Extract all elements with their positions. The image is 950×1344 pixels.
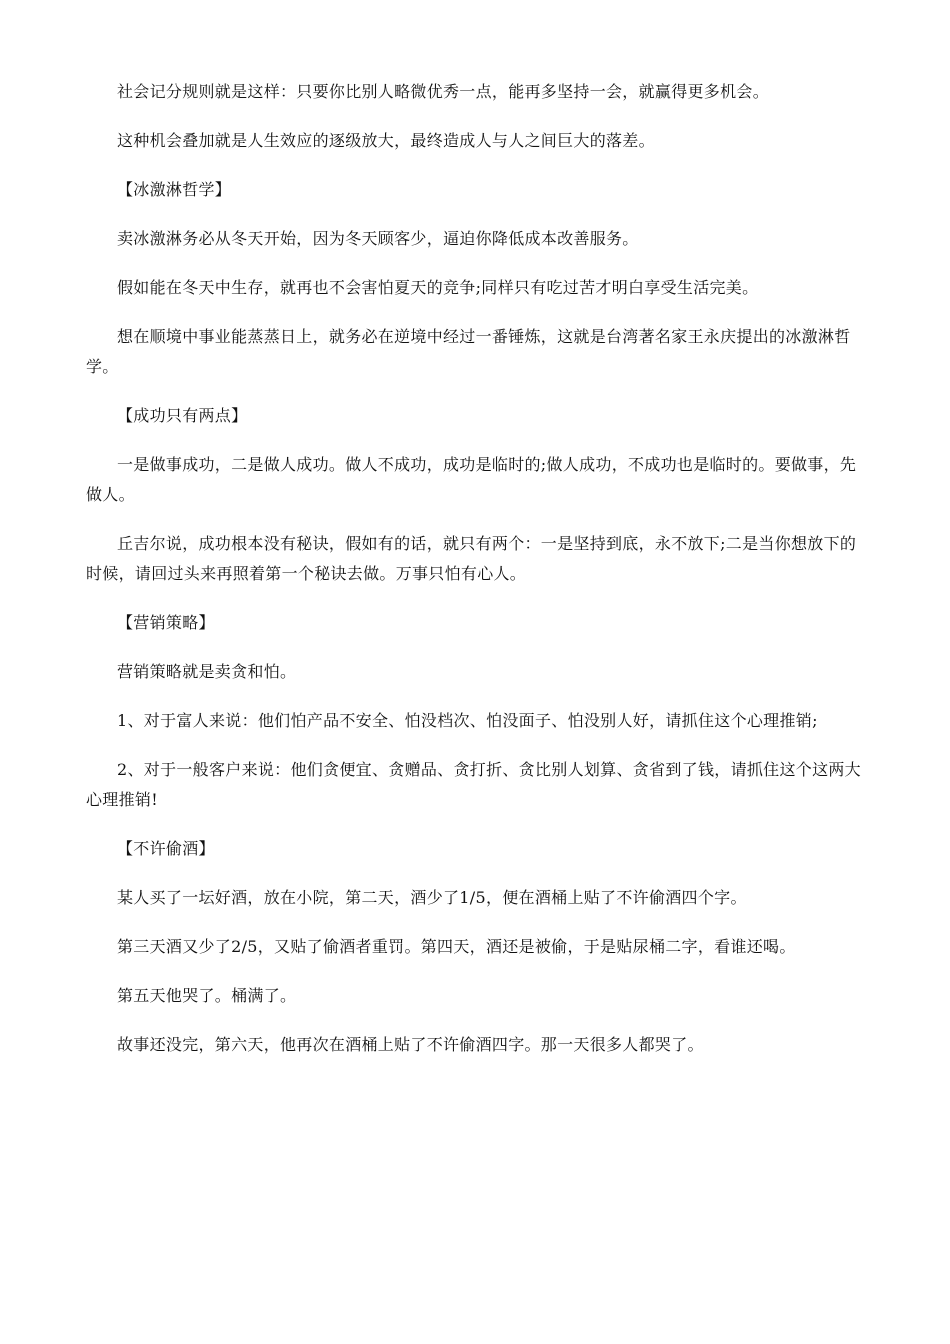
paragraph-scoring-rule: 社会记分规则就是这样：只要你比别人略微优秀一点，能再多坚持一会，就赢得更多机会。 xyxy=(117,82,770,101)
paragraph-greed-and-fear: 营销策略就是卖贪和怕。 xyxy=(117,662,297,681)
paragraph-opportunity-stacking: 这种机会叠加就是人生效应的逐级放大，最终造成人与人之间巨大的落差。 xyxy=(117,131,655,150)
paragraph-wine-day-three-four: 第三天酒又少了2/5，又贴了偷酒者重罚。第四天，酒还是被偷，于是贴尿桶二字，看谁还喝。 xyxy=(117,937,796,956)
heading-no-stealing-wine: 【不许偷酒】 xyxy=(117,839,215,858)
paragraph-adversity-training: 想在顺境中事业能蒸蒸日上，就务必在逆境中经过一番锤炼，这就是台湾著名家王永庆提出的冰激淋哲学。 xyxy=(86,327,851,376)
list-item-rich-customers: 1、对于富人来说：他们怕产品不安全、怕没档次、怕没面子、怕没别人好，请抓住这个心理推销; xyxy=(117,711,818,730)
document-body xyxy=(86,77,866,1079)
paragraph-sell-in-winter: 卖冰激淋务必从冬天开始，因为冬天顾客少，逼迫你降低成本改善服务。 xyxy=(117,229,639,248)
paragraph-wine-day-two: 某人买了一坛好酒，放在小院，第二天，酒少了1/5，便在酒桶上贴了不许偷酒四个字。 xyxy=(117,888,747,907)
paragraph-do-things-be-person: 一是做事成功，二是做人成功。做人不成功，成功是临时的;做人成功，不成功也是临时的。要做事，先做人。 xyxy=(86,455,857,504)
heading-marketing-strategy: 【营销策略】 xyxy=(117,613,215,632)
paragraph-survive-winter: 假如能在冬天中生存，就再也不会害怕夏天的竞争;同样只有吃过苦才明白享受生活完美。 xyxy=(117,278,759,297)
list-item-ordinary-customers: 2、对于一般客户来说：他们贪便宜、贪赠品、贪打折、贪比别人划算、贪省到了钱，请抓住这个这两大心理推销! xyxy=(86,760,861,809)
heading-two-points-of-success: 【成功只有两点】 xyxy=(117,406,248,425)
paragraph-wine-day-five: 第五天他哭了。桶满了。 xyxy=(117,986,297,1005)
paragraph-churchill-quote: 丘吉尔说，成功根本没有秘诀，假如有的话，就只有两个：一是坚持到底，永不放下;二是当你想放下的时候，请回过头来再照着第一个秘诀去做。万事只怕有心人。 xyxy=(86,534,857,583)
paragraph-wine-day-six: 故事还没完，第六天，他再次在酒桶上贴了不许偷酒四字。那一天很多人都哭了。 xyxy=(117,1035,704,1054)
heading-ice-cream-philosophy: 【冰激淋哲学】 xyxy=(117,180,232,199)
